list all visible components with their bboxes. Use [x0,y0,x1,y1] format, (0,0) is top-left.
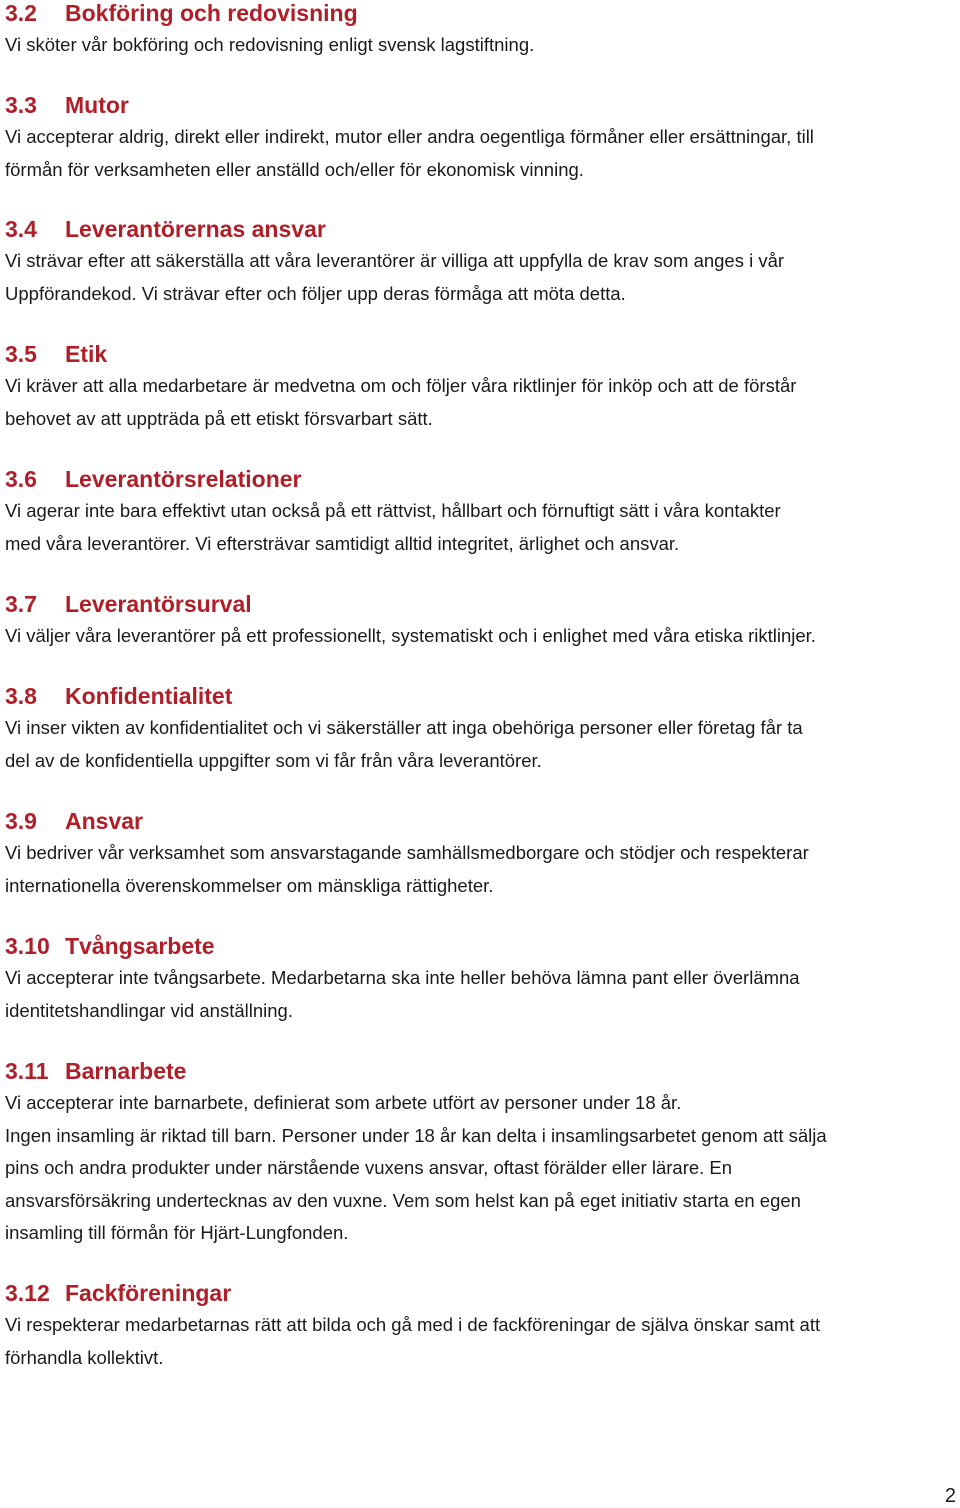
section-title: Konfidentialitet [65,683,233,709]
section-body [5,1309,956,1374]
body-line: insamling till förmån för Hjärt-Lungfonden. [5,1222,349,1243]
section-3-9 [5,808,956,902]
section-heading [5,683,956,709]
body-line: Uppförandekod. Vi strävar efter och följer upp deras förmåga att möta detta. [5,282,626,304]
section-heading [5,933,956,959]
section-number: 3.12 [5,1280,50,1306]
section-heading [5,0,956,26]
body-line: Vi accepterar inte barnarbete, definierat som arbete utfört av personer under 18 år. [5,1092,682,1113]
section-title: Mutor [65,92,129,118]
body-line: ansvarsförsäkring undertecknas av den vuxne. Vem som helst kan på eget initiativ starta en egen [5,1189,801,1211]
section-3-8 [5,683,956,777]
section-title: Etik [65,341,108,367]
section-title: Leverantörernas ansvar [65,216,326,242]
section-body [5,712,956,777]
section-heading [5,808,956,834]
section-heading [5,466,956,492]
section-title: Leverantörsrelationer [65,466,302,492]
page-number: 2 [944,1485,956,1507]
section-3-11 [5,1058,956,1250]
body-line: identitetshandlingar vid anställning. [5,999,293,1021]
body-line: med våra leverantörer. Vi eftersträvar samtidigt alltid integritet, ärlighet och ansvar. [5,532,680,554]
section-heading [5,591,956,617]
section-number: 3.10 [5,933,50,959]
section-3-4 [5,216,956,310]
body-line: Vi accepterar aldrig, direkt eller indirekt, mutor eller andra oegentliga förmåner eller ersättningar, till [5,126,814,147]
section-title: Tvångsarbete [65,933,215,959]
section-body [5,29,956,62]
section-heading [5,92,956,118]
section-number: 3.8 [5,683,37,709]
section-title: Leverantörsurval [65,591,252,617]
body-line: Vi accepterar inte tvångsarbete. Medarbetarna ska inte heller behöva lämna pant eller överlämna [5,967,800,988]
section-body [5,245,956,310]
body-line: Vi agerar inte bara effektivt utan också på ett rättvist, hållbart och förnuftigt sätt i våra kontakter [5,500,781,521]
body-line: Vi kräver att alla medarbetare är medvetna om och följer våra riktlinjer för inköp och att de förstår [5,375,797,396]
section-title: Fackföreningar [65,1280,232,1306]
body-line: Vi bedriver vår verksamhet som ansvarstagande samhällsmedborgare och stödjer och respekterar [5,842,809,863]
section-number: 3.3 [5,92,37,118]
section-number: 3.11 [5,1058,49,1084]
section-number: 3.6 [5,466,37,492]
body-line: Vi inser vikten av konfidentialitet och vi säkerställer att inga obehöriga personer eller företag får ta [5,717,803,738]
body-line: Vi respekterar medarbetarnas rätt att bilda och gå med i de fackföreningar de själva önskar samt att [5,1314,821,1335]
section-heading [5,1280,956,1306]
body-line: förhandla kollektivt. [5,1346,164,1368]
body-line: förmån för verksamheten eller anställd och/eller för ekonomisk vinning. [5,158,584,180]
section-3-5 [5,341,956,435]
section-title: Bokföring och redovisning [65,0,358,26]
section-body [5,121,956,186]
section-3-6 [5,466,956,560]
section-body [5,1087,956,1250]
body-line: pins och andra produkter under närstående vuxens ansvar, oftast förälder eller lärare. En [5,1157,733,1178]
section-heading [5,216,956,242]
section-3-2 [5,0,956,62]
body-line: Vi väljer våra leverantörer på ett professionellt, systematiskt och i enlighet med våra etiska riktlinjer. [5,625,816,646]
section-body [5,837,956,902]
section-number: 3.9 [5,808,37,834]
section-title: Barnarbete [65,1058,187,1084]
section-body [5,495,956,560]
section-body [5,370,956,435]
body-line: del av de konfidentiella uppgifter som vi får från våra leverantörer. [5,749,542,771]
section-body [5,962,956,1027]
section-3-10 [5,933,956,1027]
section-number: 3.2 [5,0,37,26]
section-3-12 [5,1280,956,1374]
body-line: Vi sköter vår bokföring och redovisning enligt svensk lagstiftning. [5,34,535,55]
body-line: Vi strävar efter att säkerställa att våra leverantörer är villiga att uppfylla de krav som anges i vår [5,250,785,271]
body-line: behovet av att uppträda på ett etiskt försvarbart sätt. [5,407,433,429]
section-heading [5,341,956,367]
section-title: Ansvar [65,808,143,834]
section-number: 3.7 [5,591,37,617]
section-number: 3.4 [5,216,37,242]
section-body [5,620,956,653]
body-line: internationella överenskommelser om mänskliga rättigheter. [5,874,494,896]
section-number: 3.5 [5,341,37,367]
section-3-7 [5,591,956,653]
section-3-3 [5,92,956,186]
section-heading [5,1058,956,1084]
body-line: Ingen insamling är riktad till barn. Personer under 18 år kan delta i insamlingsarbetet genom att sälja [5,1124,827,1146]
